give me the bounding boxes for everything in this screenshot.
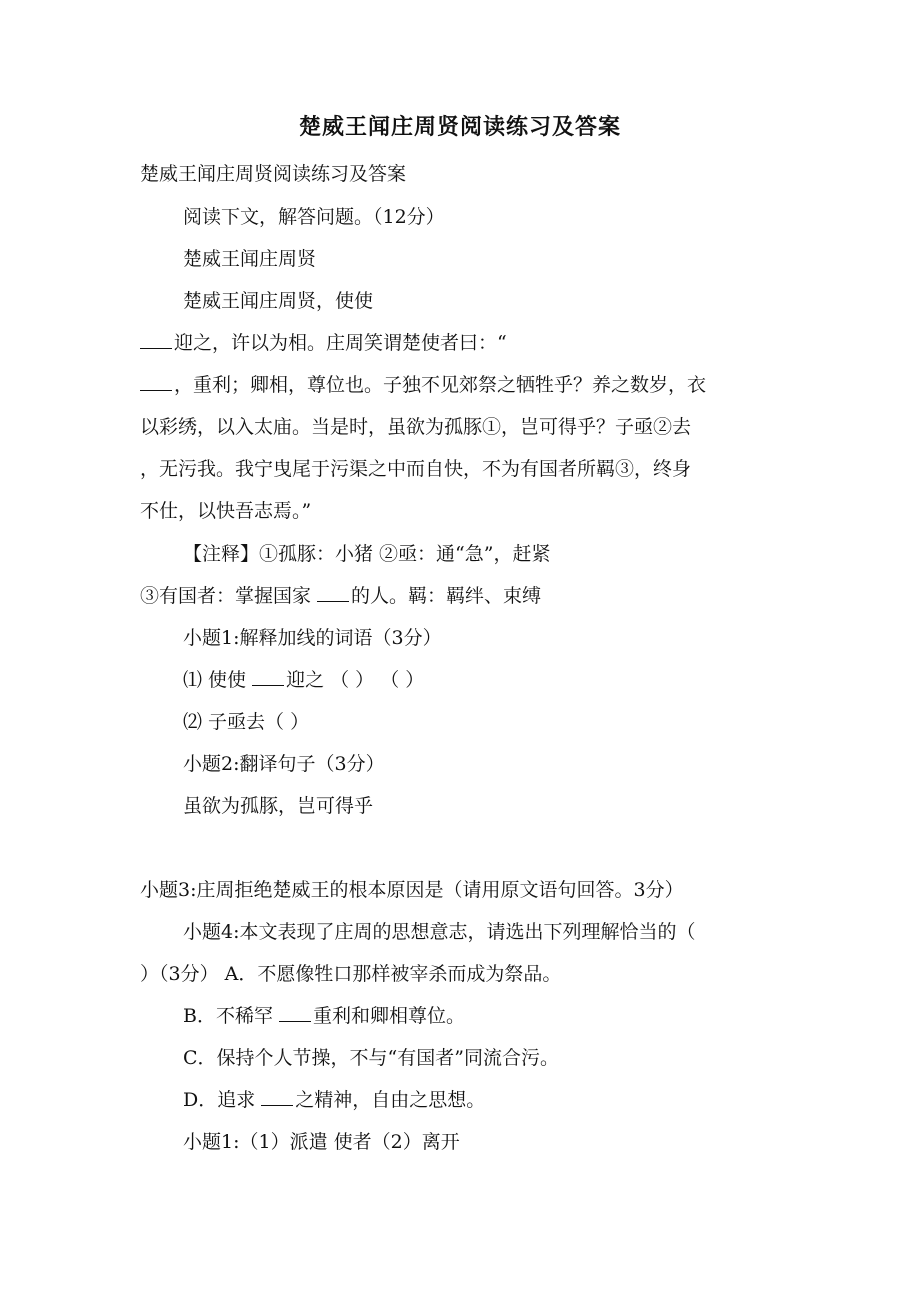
question-4-title: 小题4:本文表现了庄周的思想意志，请选出下列理解恰当的（ [183,921,696,943]
question-1-title: 小题1:解释加线的词语（3分） [183,627,442,649]
passage-title: 楚威王闻庄周贤 [183,248,317,270]
question-text: ⑴ 使使 [183,669,253,691]
passage-line: 楚威王闻庄周贤，使使 [183,290,374,312]
blank-underline [317,583,349,602]
blank-underline [279,1003,311,1022]
blank-underline [140,372,172,391]
blank-underline [261,1087,293,1106]
passage-text: 迎之，许以为相。庄周笑谓楚使者曰：“ [174,332,507,354]
passage-line: ，无污我。我宁曳尾于污渠之中而自快，不为有国者所羁③，终身 [140,458,692,480]
question-2-sentence: 虽欲为孤豚，岂可得乎 [183,795,374,817]
annotation-text: 的人。羁：羁绊、束缚 [351,585,542,607]
blank-underline [252,667,284,686]
passage-line [140,330,507,356]
annotation-text: ③有国者：掌握国家 [140,585,318,607]
blank-underline [140,330,172,349]
question-1-item-1 [183,667,424,693]
annotation-line: 【注释】①孤豚：小猪 ②亟：通“急”，赶紧 [183,543,551,565]
subtitle-line: 楚威王闻庄周贤阅读练习及答案 [140,163,407,185]
answer-1-line: 小题1:（1）派遣 使者（2）离开 [183,1131,460,1153]
option-text: B．不稀罕 [183,1005,280,1027]
question-4-option-d [183,1087,485,1113]
question-2-title: 小题2:翻译句子（3分） [183,753,385,775]
option-text: 重利和卿相尊位。 [313,1005,466,1027]
document-title: 楚威王闻庄周贤阅读练习及答案 [298,114,621,140]
question-1-item-2: ⑵ 子亟去（ ） [183,711,310,733]
question-4-option-a: ）（3分） A．不愿像牲口那样被宰杀而成为祭品。 [140,963,562,985]
passage-text: ，重利；卿相，尊位也。子独不见郊祭之牺牲乎？养之数岁，衣 [174,374,707,396]
passage-line: 以彩绣，以入太庙。当是时，虽欲为孤豚①，岂可得乎？子亟②去 [140,416,692,438]
instruction-line: 阅读下文，解答问题。（12分） [183,206,445,228]
option-text: 之精神，自由之思想。 [295,1089,486,1111]
question-4-option-b [183,1003,465,1029]
question-4-option-c: C．保持个人节操，不与“有国者”同流合污。 [183,1047,559,1069]
passage-line: 不仕，以快吾志焉。” [140,500,312,522]
annotation-line [140,583,541,609]
question-text: 迎之 （ ） （ ） [286,669,425,691]
question-3-title: 小题3:庄周拒绝楚威王的根本原因是（请用原文语句回答。3分） [140,879,684,901]
option-text: D．追求 [183,1089,262,1111]
passage-line [140,372,706,398]
